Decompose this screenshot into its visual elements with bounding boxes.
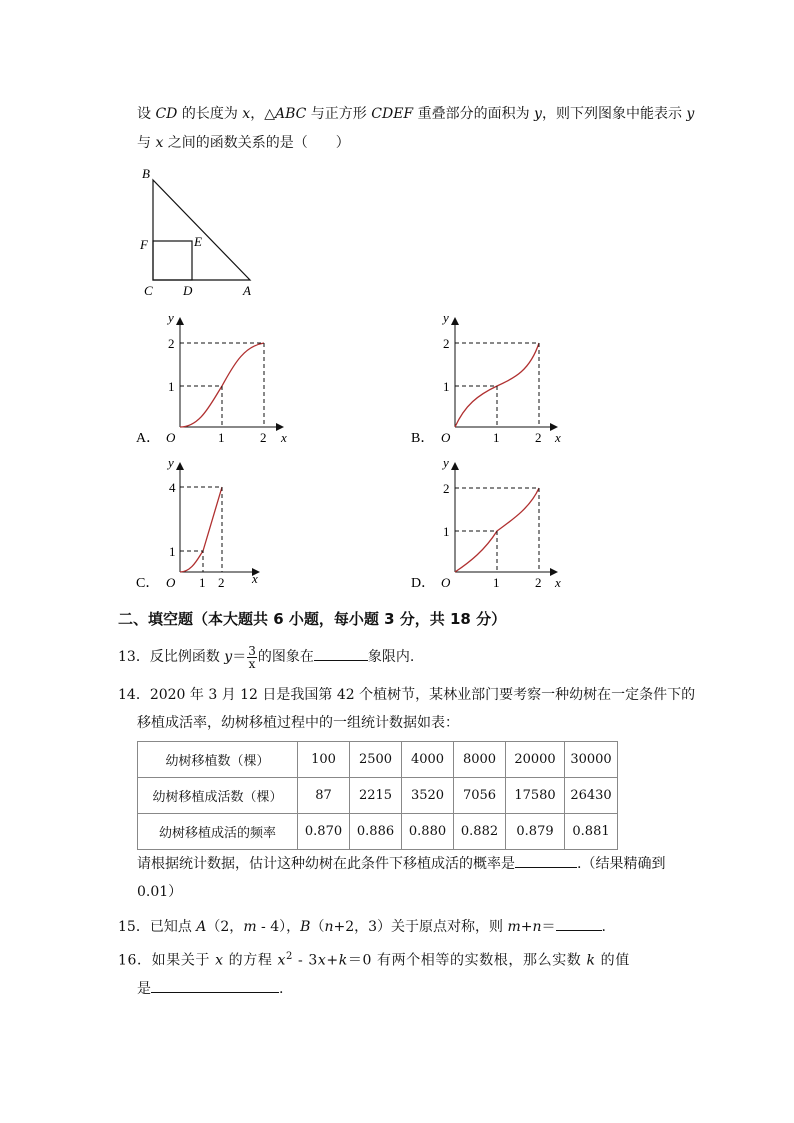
q16-line2	[137, 978, 283, 999]
y-axis-label: y	[443, 310, 449, 325]
q14-line1: 14．2020 年 3 月 12 日是我国第 42 个植树节，某林业部门要考察一种幼树在一定条件下的	[118, 687, 696, 703]
var: B	[300, 919, 311, 935]
table-cell: 2215	[350, 778, 402, 814]
var-abc: ABC	[274, 106, 307, 122]
table-row	[138, 742, 618, 778]
label-f: F	[140, 237, 148, 252]
table-cell: 3520	[402, 778, 454, 814]
label-e: E	[194, 234, 202, 249]
text: 15．已知点	[118, 919, 197, 935]
text: 是	[137, 981, 151, 997]
text: .	[279, 981, 284, 997]
text: .（结果精确到	[577, 856, 666, 872]
x-axis-label: x	[281, 430, 287, 445]
var-y: y	[686, 106, 695, 122]
label-b: B	[142, 166, 150, 181]
table-cell: 0.881	[565, 814, 618, 850]
var: k	[338, 952, 348, 969]
x-axis-label: x	[252, 571, 258, 586]
ytick: 1	[443, 379, 450, 394]
table-cell: 0.886	[350, 814, 402, 850]
text: 设	[137, 106, 156, 122]
y-axis-label: y	[168, 455, 174, 470]
answer-blank[interactable]	[151, 978, 279, 993]
text: 的方程	[223, 952, 278, 969]
fraction	[247, 645, 257, 670]
x-axis-label: x	[555, 430, 561, 445]
text: ＝0 有两个相等的实数根，那么实数	[347, 952, 587, 969]
text: +	[326, 952, 339, 969]
var-cdef: CDEF	[371, 106, 414, 122]
table-cell: 0.879	[506, 814, 565, 850]
var: k	[586, 952, 596, 969]
text: 的长度为	[177, 106, 243, 122]
var-cd: CD	[155, 106, 178, 122]
row-header: 幼树移植数（棵）	[138, 742, 298, 778]
label-a: A	[243, 283, 251, 298]
text: +2，3）关于原点对称，则	[333, 919, 508, 935]
curve-b	[455, 343, 539, 427]
table-cell: 4000	[402, 742, 454, 778]
curve-c	[180, 487, 222, 572]
table-cell: 87	[298, 778, 350, 814]
var-x: x	[242, 106, 251, 122]
ytick: 4	[169, 480, 176, 495]
var: m	[243, 919, 257, 935]
text: 与正方形	[306, 106, 372, 122]
text: 的值	[595, 952, 630, 969]
ytick: 1	[443, 524, 450, 539]
origin-label: O	[166, 575, 176, 590]
text: ，△	[250, 106, 275, 122]
text: 与	[137, 135, 156, 151]
ytick: 2	[168, 336, 175, 351]
curve-a	[180, 343, 264, 427]
q14-line2: 移植成活率，幼树移植过程中的一组统计数据如表：	[137, 715, 459, 731]
table-cell: 26430	[565, 778, 618, 814]
text: 请根据统计数据，估计这种幼树在此条件下移植成活的概率是	[137, 856, 515, 872]
table-cell: 20000	[506, 742, 565, 778]
curve-d	[455, 488, 539, 572]
ytick: 2	[443, 481, 450, 496]
section-heading: 二、填空题（本大题共 6 小题，每小题 3 分，共 18 分）	[118, 610, 507, 628]
xtick: 2	[535, 575, 542, 590]
var: A	[196, 919, 207, 935]
table-cell: 0.882	[454, 814, 506, 850]
ytick: 1	[168, 379, 175, 394]
text: ＝	[232, 649, 247, 665]
text: +	[520, 919, 533, 935]
row-header: 幼树移植成活的频率	[138, 814, 298, 850]
text: 之间的函数关系的是（ ）	[163, 135, 350, 151]
origin-label: O	[441, 430, 451, 445]
origin-label: O	[441, 575, 451, 590]
xtick: 2	[535, 430, 542, 445]
data-table	[137, 741, 618, 850]
q14-line3	[137, 853, 665, 874]
var: x	[277, 952, 286, 969]
option-d-label: D．	[411, 576, 436, 591]
text: 象限内.	[367, 649, 415, 665]
var-y: y	[224, 649, 233, 665]
text: （2，	[206, 919, 244, 935]
var: x	[317, 952, 327, 969]
denominator: x	[248, 656, 256, 671]
table-cell: 100	[298, 742, 350, 778]
text: 的图象在	[257, 649, 314, 665]
row-header: 幼树移植成活数（棵）	[138, 778, 298, 814]
table-cell: 2500	[350, 742, 402, 778]
table-row	[138, 778, 618, 814]
option-a-graph	[136, 310, 287, 446]
q14-line4: 0.01）	[137, 884, 183, 900]
q13	[118, 643, 414, 671]
numerator: 3	[248, 643, 256, 658]
q12-line1	[137, 104, 694, 124]
var: x	[215, 952, 224, 969]
text: .	[601, 919, 606, 935]
label-c: C	[144, 283, 153, 298]
var: n	[532, 919, 542, 935]
var-y: y	[534, 106, 542, 122]
table-cell: 17580	[506, 778, 565, 814]
square-cdef	[153, 241, 192, 280]
answer-blank[interactable]	[314, 646, 368, 661]
text: - 4），	[256, 919, 301, 935]
text: 重叠部分的面积为	[413, 106, 535, 122]
table-cell: 8000	[454, 742, 506, 778]
triangle-figure	[135, 162, 265, 302]
q16-line1	[118, 947, 630, 971]
xtick: 2	[260, 430, 267, 445]
option-d-graph	[411, 455, 561, 591]
text: 13．反比例函数	[118, 649, 225, 665]
x-axis-label: x	[555, 575, 561, 590]
var: n	[324, 919, 334, 935]
origin-label: O	[166, 430, 176, 445]
ytick: 1	[169, 544, 176, 559]
text: ，则下列图象中能表示	[541, 106, 687, 122]
option-b-graph	[411, 310, 561, 446]
option-c-label: C．	[136, 576, 160, 591]
table-cell: 7056	[454, 778, 506, 814]
q15	[118, 916, 606, 937]
option-c-graph	[136, 455, 259, 591]
q12-line2	[137, 133, 350, 153]
table-cell: 0.880	[402, 814, 454, 850]
xtick: 1	[493, 430, 500, 445]
y-axis-label: y	[168, 310, 174, 325]
table-cell: 30000	[565, 742, 618, 778]
xtick: 1	[218, 430, 225, 445]
exponent: 2	[285, 951, 293, 962]
text: - 3	[292, 952, 318, 969]
text: 16．如果关于	[118, 952, 216, 969]
triangle-abc	[153, 180, 250, 280]
answer-blank[interactable]	[515, 853, 577, 868]
ytick: 2	[443, 336, 450, 351]
table-cell: 0.870	[298, 814, 350, 850]
option-b-label: B．	[411, 431, 435, 446]
xtick: 2	[218, 575, 225, 590]
xtick: 1	[493, 575, 500, 590]
label-d: D	[183, 283, 193, 298]
text: （	[310, 919, 325, 935]
y-axis-label: y	[443, 455, 449, 470]
table-row	[138, 814, 618, 850]
answer-blank[interactable]	[556, 916, 602, 931]
text: ＝	[541, 919, 556, 935]
var: m	[507, 919, 521, 935]
option-a-label: A．	[136, 431, 161, 446]
xtick: 1	[199, 575, 206, 590]
var-x: x	[155, 135, 164, 151]
